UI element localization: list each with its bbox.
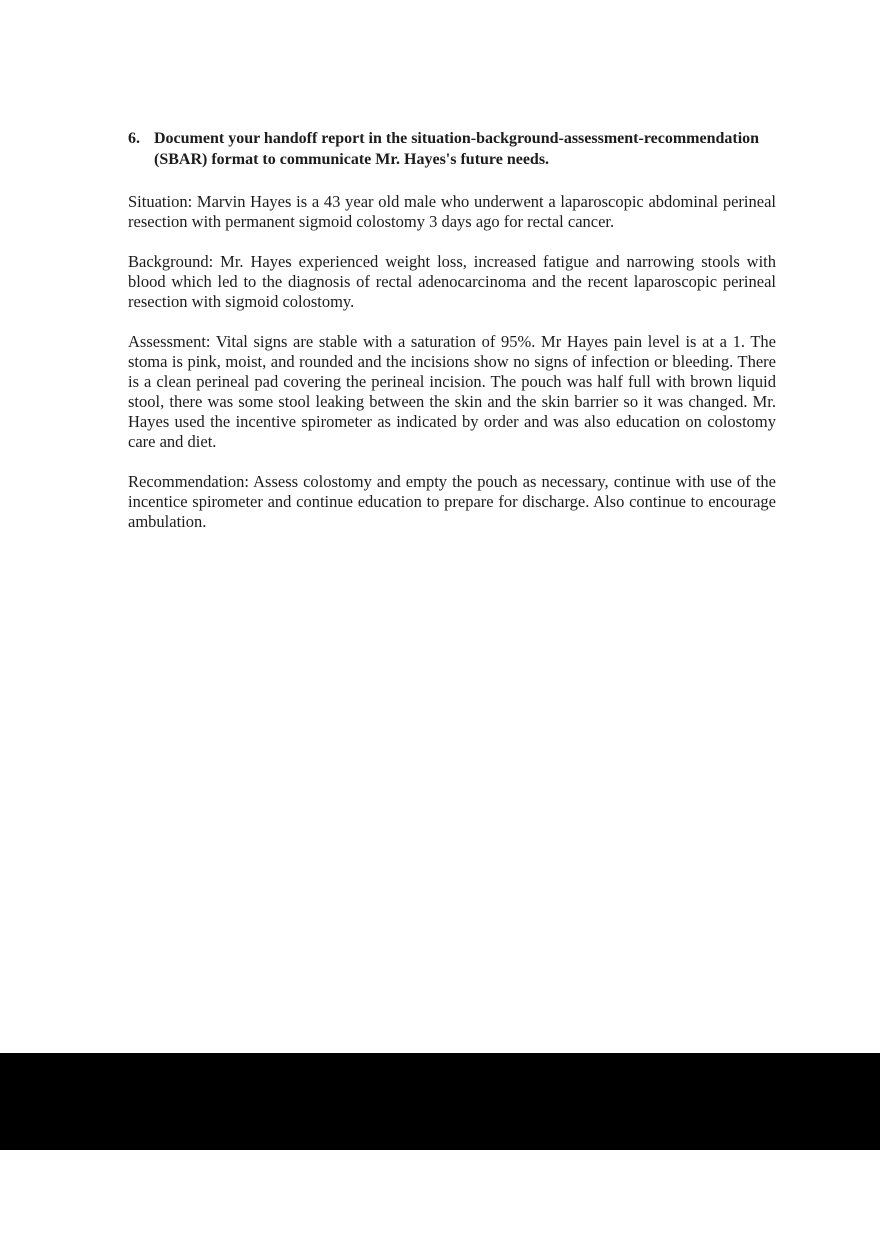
question-heading	[128, 128, 776, 170]
question-number: 6.	[128, 130, 140, 147]
document-content	[128, 128, 776, 532]
paragraph-background: Background: Mr. Hayes experienced weight loss, increased fatigue and narrowing stools with blood which led to the diagnosis of rectal adenocarcinoma and the recent laparoscopic perineal resection with sigmoid colostomy.	[128, 252, 776, 311]
paragraph-assessment: Assessment: Vital signs are stable with a saturation of 95%. Mr Hayes pain level is at a 1. The stoma is pink, moist, and rounded and the incisions show no signs of infection or bleeding. There is a clean perineal pad covering the perineal incision. The pouch was half full with brown liquid stool, there was some stool leaking between the skin and the skin barrier so it was changed. Mr. Hayes used the incentive spirometer as indicated by order and was also education on colostomy care and diet.	[128, 332, 776, 451]
bottom-black-bar	[0, 1053, 880, 1150]
question-heading-text: Document your handoff report in the situation-background-assessment-recommendation (SBAR) format to communicate Mr. Hayes's future needs.	[154, 130, 760, 168]
paragraph-recommendation: Recommendation: Assess colostomy and empty the pouch as necessary, continue with use of the incentice spirometer and continue education to prepare for discharge. Also continue to encourage ambulation.	[128, 472, 776, 531]
paragraph-situation: Situation: Marvin Hayes is a 43 year old male who underwent a laparoscopic abdominal perineal resection with permanent sigmoid colostomy 3 days ago for rectal cancer.	[128, 192, 776, 231]
